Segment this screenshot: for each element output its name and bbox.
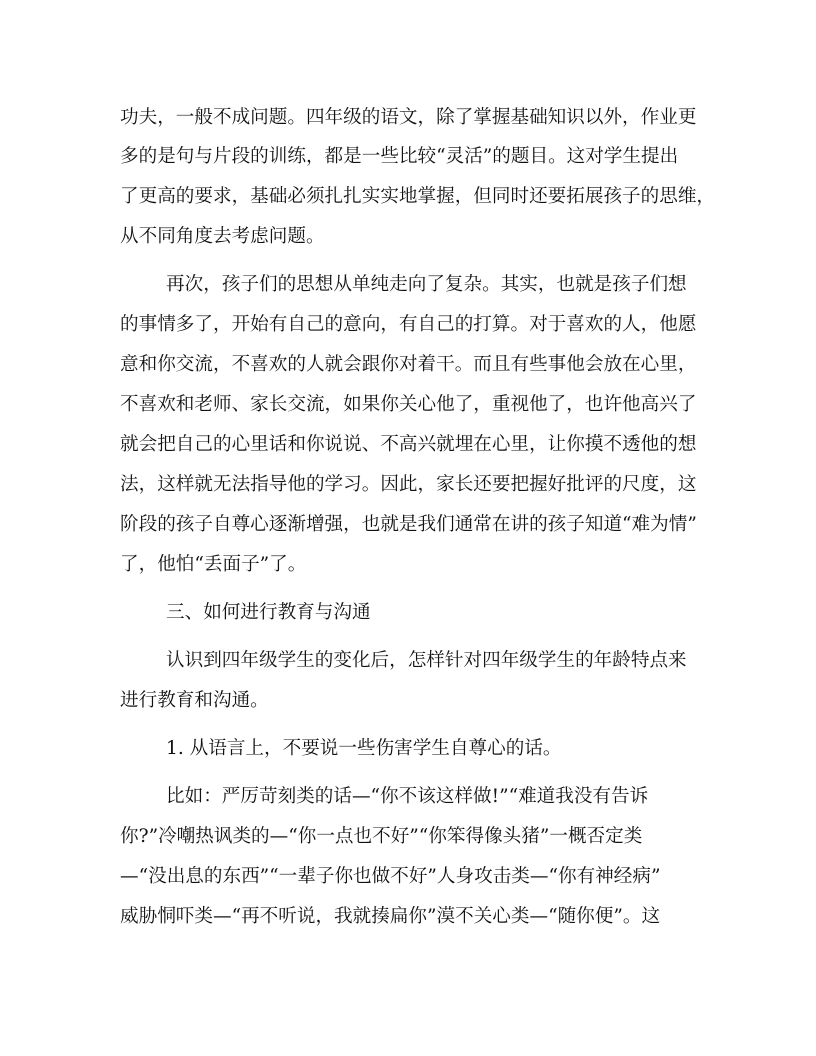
text-line: 多的是句与片段的训练，都是一些比较“灵活”的题目。这对学生提出: [120, 146, 679, 167]
text-line: 不喜欢和老师、家长交流，如果你关心他了，重视他了，也许他高兴了: [120, 394, 697, 415]
text-line: 了，他怕“丢面子”了。: [120, 554, 307, 575]
paragraph-start-line: 再次，孩子们的思想从单纯走向了复杂。其实，也就是孩子们想: [166, 274, 687, 295]
text-line: 意和你交流，不喜欢的人就会跟你对着干。而且有些事他会放在心里，: [120, 354, 697, 375]
list-item-heading: 1. 从语言上，不要说一些伤害学生自尊心的话。: [166, 738, 562, 759]
text-line: 功夫，一般不成问题。四年级的语文，除了掌握基础知识以外，作业更: [120, 107, 697, 128]
text-line: 你?”冷嘲热讽类的—“你一点也不好”“你笨得像头猪”一概否定类: [120, 826, 643, 847]
text-line: 阶段的孩子自尊心逐渐增强，也就是我们通常在讲的孩子知道“难为情”: [120, 514, 697, 535]
text-line: —“没出息的东西”“一辈子你也做不好”人身攻击类—“你有神经病”: [120, 866, 661, 887]
section-heading: 三、如何进行教育与沟通: [166, 602, 371, 623]
paragraph-start-line: 认识到四年级学生的变化后，怎样针对四年级学生的年龄特点来: [166, 650, 687, 671]
paragraph-start-line: 比如：严厉苛刻类的话—“你不该这样做!”“难道我没有告诉: [166, 786, 649, 807]
text-line: 进行教育和沟通。: [120, 690, 269, 711]
text-line: 法，这样就无法指导他的学习。因此，家长还要把握好批评的尺度，这: [120, 474, 697, 495]
text-line: 威胁恫吓类—“再不听说，我就揍扁你”漠不关心类—“随你便”。这: [120, 906, 661, 927]
text-line: 从不同角度去考虑问题。: [120, 226, 325, 247]
text-line: 的事情多了，开始有自己的意向，有自己的打算。对于喜欢的人，他愿: [120, 314, 697, 335]
text-line: 了更高的要求，基础必须扎扎实实地掌握，但同时还要拓展孩子的思维，: [120, 186, 716, 207]
text-line: 就会把自己的心里话和你说说、不高兴就埋在心里，让你摸不透他的想: [120, 434, 697, 455]
